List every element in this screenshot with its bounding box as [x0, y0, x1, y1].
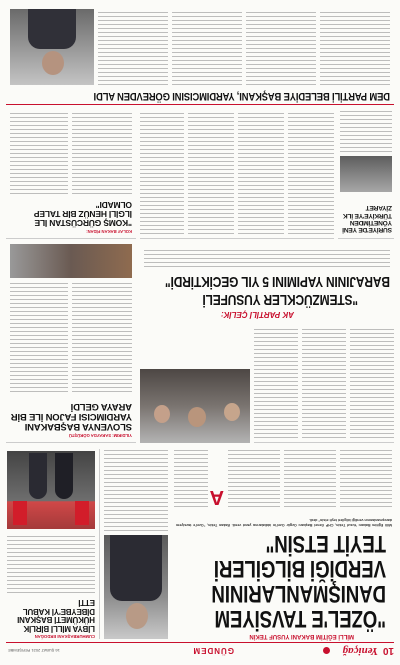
dem-photo: [10, 9, 94, 85]
masthead: [6, 642, 394, 657]
baraj-lower-col-2: [238, 112, 284, 234]
main-story: [172, 449, 394, 639]
slovenya-kicker: YILDIRIM: SARAYDA GÖRÜŞTÜ: [68, 433, 132, 438]
story-suriye: [338, 108, 394, 239]
photo-side-text: [104, 449, 168, 531]
libya-photo: [7, 451, 95, 529]
story-komsu: [6, 108, 136, 239]
suriye-body: [340, 110, 392, 152]
crowd-photo: [140, 369, 250, 443]
libya-kicker: CUMHURBAŞKANI ERDOĞAN: [34, 634, 95, 639]
date-label: 16 ŞUBAT 2021 PERŞEMBE: [8, 648, 60, 653]
main-headline-3: VERDİĞİ BİLGİLERİ: [213, 555, 386, 582]
story-baraj-text-left: [254, 322, 394, 443]
suriye-headline: SURİYE'DE YENİ YÖNETİMDEN TÜRKİYE'YE İLK ZİYARET: [342, 204, 392, 233]
baraj-headline-1: "STEMZÜCKLER YUSUFELİ: [202, 291, 358, 308]
baraj-left-body-3: [254, 326, 298, 438]
dem-body-3: [172, 9, 242, 85]
main-body-col-1: [340, 449, 392, 507]
story-baraj: [140, 243, 394, 319]
flag-red-right: [13, 501, 27, 525]
slovenya-headline: SLOVENYA BAŞBAKANI YARDIMCISI FAJON İLE BİR ARAYA GELDİ: [10, 401, 132, 432]
brand-logo: Yeniçağ: [342, 645, 378, 657]
logo-icon: [323, 647, 330, 654]
main-headline-4: TEYİT ETSİN": [265, 530, 386, 557]
dem-headline: DEM PARTİLİ BELEDİYE BAŞKANI, YARDIMCISINI GÖREVDEN ALDI: [93, 90, 390, 102]
komsu-headline: "KOMŞ GÜRCÜSTAN İLE İLGİLİ HENÜZ BİR TALEP OLMADI": [34, 200, 132, 228]
komsu-body-1: [72, 112, 132, 194]
person-suit: [110, 535, 162, 601]
crowd-person-1: [224, 403, 240, 421]
main-body-col-2: [284, 449, 336, 507]
slovenya-body-1: [72, 282, 132, 392]
main-headline-2: DANIŞMANLARININ: [211, 580, 386, 607]
dem-body-2: [246, 9, 316, 85]
baraj-left-body-2: [302, 326, 346, 438]
dem-person-head: [42, 51, 64, 75]
baraj-headline-2: BARAJININ YAPIMINI 5 YIL GECİKTİRDİ": [165, 273, 390, 290]
big-a-initial: A: [209, 486, 224, 508]
libya-body: [7, 533, 95, 593]
main-headline-1: "ÖZEL'E TAVSİYEM: [214, 605, 386, 632]
baraj-body-lower: [140, 108, 334, 239]
crowd-person-2: [188, 407, 206, 427]
crowd-person-3: [154, 405, 170, 423]
main-body-col-3: [228, 449, 280, 507]
slovenya-photo: [10, 244, 132, 278]
figure-right: [29, 453, 47, 499]
baraj-lower-col-3: [188, 112, 234, 234]
baraj-lower-col-1: [288, 112, 334, 234]
story-slovenya: [6, 242, 136, 443]
figure-left: [55, 453, 73, 499]
bottom-rule: [6, 104, 394, 105]
main-lead: Milli Eğitim Bakanı Yusuf Tekin, CHP Genel Başkanı Özgür Özel'in iddialarına yanıt verdi. Bakan Tekin, "Özel'e tavsiyem danışmanlarının verdiği bilgileri teyit etsin" dedi.: [176, 518, 392, 527]
baraj-lead: [144, 247, 390, 267]
slovenya-body-2: [10, 282, 68, 392]
page-number: 10: [382, 645, 394, 656]
story-libya: [5, 449, 100, 639]
main-kicker: MİLLİ EĞİTİM BAKANI YUSUF TEKİN: [249, 633, 354, 639]
komsu-body-2: [10, 112, 68, 194]
dem-body-1: [320, 9, 390, 85]
baraj-lower-col-4: [140, 112, 184, 234]
story-dem: [6, 7, 394, 101]
dem-body-4: [98, 9, 168, 85]
baraj-kicker: AK PARTİLİ ÇELİK:: [220, 310, 294, 319]
flag-red-left: [75, 501, 89, 525]
section-label: GÜNDEM: [192, 646, 234, 655]
main-body-col-4: [174, 449, 208, 507]
minister-photo: [104, 535, 168, 639]
suriye-photo: [340, 156, 392, 192]
libya-headline: LİBYA MİLLİ BİRLİK HÜKÜMETİ BAŞKANI DİBEYBE'Yİ KABUL ETTİ: [17, 598, 95, 633]
dem-person-body: [28, 9, 76, 49]
baraj-left-body-1: [350, 326, 394, 438]
person-head: [126, 603, 148, 629]
komsu-kicker: KOLAY BAKAN FİDAN:: [86, 229, 132, 234]
